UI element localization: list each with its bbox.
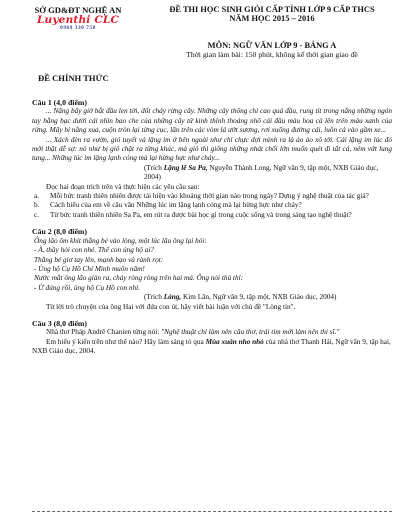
- q1-item-b: [32, 201, 392, 210]
- question-3-title: Câu 3 (8,0 điểm): [32, 318, 88, 328]
- q3-quote: "Nghệ thuật chỉ làm nên câu thơ, trái tim mới làm nên thi sĩ.": [161, 328, 340, 337]
- q1-passage-2: ... Xách đèn ra vườn, gió tuyết và lặng im ở bên ngoài như chỉ chực đợi mình ra là ào ào xô tới. Cái lặng im lúc đó mới thật dễ sợ: nó như bị gió chặt ra từng khúc, mà gió thì giống những nhát chổi lớn muốn quét đi tất cả, ném vứt lung tung... Những lúc im lặng lạnh cóng mà lại hừng hực như cháy...: [32, 135, 392, 163]
- q1-item-c-text: Từ bức tranh thiên nhiên Sa Pa, em rút ra được bài học gì trong cuộc sống và trong sáng tạo nghệ thuật?: [50, 210, 352, 219]
- subject-line: MÔN: NGỮ VĂN LỚP 9 - BẢNG A: [207, 41, 337, 50]
- q1-item-b-text: Cách hiểu của em về câu văn Những lúc im lặng lạnh cóng mà lại hừng hực như cháy?: [50, 201, 302, 210]
- q2-poem-line: - Ừ đúng rồi, ủng hộ Cụ Hồ con nhỉ.: [34, 283, 140, 292]
- q3-line-2-pre: Em hiểu ý kiến trên như thế nào? Hãy làm sáng tỏ qua: [46, 337, 206, 346]
- q1-item-b-label: b.: [34, 201, 40, 210]
- bottom-dashed-rule: [32, 511, 392, 512]
- q3-line-1: [32, 328, 392, 337]
- q2-citation-title: Làng,: [163, 293, 182, 302]
- official-label: ĐỀ CHÍNH THỨC: [38, 73, 109, 83]
- question-1-title: Câu 1 (4,0 điểm): [32, 98, 88, 107]
- exam-body: [32, 98, 392, 357]
- q2-citation: [32, 293, 392, 302]
- q1-citation-post: Nguyễn Thành Long, Ngữ văn 9, tập một, NXB Giáo dục, 2004): [144, 163, 379, 182]
- q2-poem-line: Nước mắt ông lão giàn ra, chảy ròng ròng trên hai má. Ông nói thủ thỉ:: [34, 274, 244, 283]
- q1-instruction: Đọc hai đoạn trích trên và thực hiện các yêu cầu sau:: [46, 182, 200, 191]
- q1-citation-pre: (Trích: [144, 163, 164, 172]
- logo-text: Luyenthi CLC: [36, 14, 120, 26]
- q1-item-a-text: Mỗi bức tranh thiên nhiên được tái hiện vào khoảng thời gian nào trong ngày? Dựng ý nghệ thuật của tác giả?: [50, 192, 369, 201]
- question-2-title: Câu 2 (8,0 điểm): [32, 227, 88, 237]
- q2-poem-line: - Ủng hộ Cụ Hồ Chí Minh muôn năm!: [34, 264, 145, 273]
- q2-poem-line: - À, thầy hỏi con nhé. Thế con ủng hộ ai?: [34, 246, 155, 255]
- q2-poem-line: Ông lão ôm khít thằng bé vào lòng, một lúc lâu ông lại hỏi:: [34, 236, 207, 245]
- q2-citation-post: Kim Lân, Ngữ văn 9, tập một, NXB Giáo dục, 2004): [181, 293, 337, 302]
- q3-poem-title: Mùa xuân nho nhỏ: [205, 337, 264, 346]
- school-year: NĂM HỌC 2015 – 2016: [229, 14, 315, 23]
- exam-title: ĐỀ THI HỌC SINH GIỎI CẤP TỈNH LỚP 9 CẤP THCS: [169, 5, 375, 14]
- department-name: SỞ GD&ĐT NGHỆ AN: [34, 5, 122, 15]
- q2-poem-line: Thằng bé giơ tay lên, mạnh bạo và rành rọt:: [34, 255, 164, 264]
- q1-citation-title: Lặng lẽ Sa Pa,: [163, 163, 208, 172]
- q1-item-c-label: c.: [34, 210, 40, 219]
- q3-line-1-pre: Nhà thơ Pháp Andrê Chanien từng nói:: [46, 328, 162, 337]
- q2-citation-pre: (Trích: [144, 293, 164, 302]
- q1-item-a-label: a.: [34, 192, 40, 201]
- time-allowed: Thời gian làm bài: 150 phút, không kể thời gian giao đề: [186, 50, 358, 59]
- header-right: [150, 5, 394, 59]
- header-left: [14, 5, 142, 31]
- q3-line-2: [32, 338, 392, 357]
- q1-citation: [32, 164, 392, 183]
- q2-prompt: Từ lời trò chuyện của ông Hai với đứa con út, hãy viết bài luận với chủ đề "Lòng tin".: [46, 302, 296, 311]
- logo-phone: 0969 330 758: [60, 25, 96, 31]
- q1-item-c: [32, 211, 392, 220]
- q3-line-2-post: của nhà thơ Thanh Hải, Ngữ văn 9, tập hai, NXB Giáo dục, 2004.: [32, 337, 391, 356]
- q1-passage-1: ... Nắng bây giờ bắt đầu len tới, đốt cháy rừng cây. Những cây thông chỉ cao quá đầu, rung tít trong nắng những ngón tay bằng bạc dưới cái nhìn bao che của những cây tử kinh thỉnh thoảng nhô cái đầu màu hoa cà lên trên màu xanh của rừng. Mây bị nắng xua, cuộn tròn lại từng cục, lăn trên các vòm lá ướt sương, rơi xuống đường cái, luồn cả vào gầm xe...: [32, 107, 392, 135]
